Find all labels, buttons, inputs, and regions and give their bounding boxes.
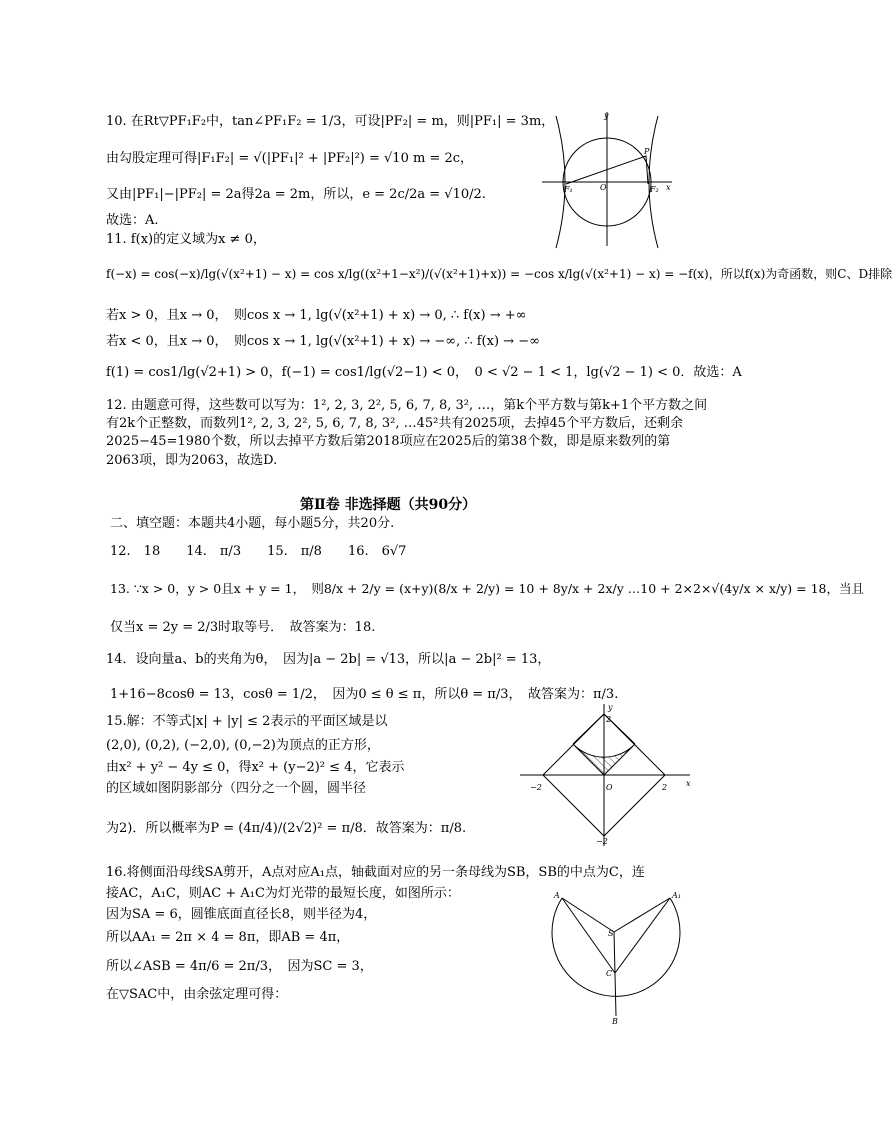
label-x: x [686, 779, 691, 788]
label-y: y [608, 703, 613, 712]
q11-line-2: f(−x) = cos(−x)/lg(√(x²+1) − x) = cos x/lg((x²+1−x²)/(√(x²+1)+x)) = −cos x/lg(√(x²+1) − x) = −f(x)，所以f(x)为奇函数，则C、D排除 [106, 267, 892, 281]
q12-line-2: 有2k个正整数，而数列1², 2, 3, 2², 5, 6, 7, 8, 3², …45²共有2025项，去掉45个平方数后，还剩余 [106, 416, 683, 431]
label-o: O [606, 783, 613, 792]
label-b: B [612, 1017, 618, 1026]
sector-arc [552, 898, 680, 996]
q11-line-5: f(1) = cos1/lg(√2+1) > 0，f(−1) = cos1/lg(√2−1) < 0， 0 < √2 − 1 < 1，lg(√2 − 1) < 0．故选：A [106, 365, 742, 380]
label-c: C [606, 969, 613, 978]
q14-line-1: 14．设向量a、b的夹角为θ， 因为|a − 2b| = √13，所以|a − 2b|² = 13， [106, 652, 551, 667]
hyperbola-figure [538, 108, 676, 250]
q10-line-1: 10. 在Rt▽PF₁F₂中，tan∠PF₁F₂ = 1/3，可设|PF₂| = m，则|PF₁| = 3m， [106, 114, 555, 129]
q16-line-2: 接AC，A₁C，则AC + A₁C为灯光带的最短长度，如图所示： [106, 886, 460, 901]
q14-line-2: 1+16−8cosθ = 13，cosθ = 1/2， 因为0 ≤ θ ≤ π，所以θ = π/3， 故答案为：π/3. [110, 687, 619, 702]
q12-line-3: 2025−45=1980个数，所以去掉平方数后第2018项应在2025后的第38个数，即是原来数列的第 [106, 434, 671, 449]
q13-line-1: 13. ∵x > 0，y > 0且x + y = 1， 则8/x + 2/y = (x+y)(8/x + 2/y) = 10 + 8y/x + 2x/y …10 + 2×2×√(4y/x × x/y) = 18，当且 [110, 581, 864, 596]
q11-line-3: 若x > 0，且x → 0， 则cos x → 1, lg(√(x²+1) + x) → 0, ∴ f(x) → +∞ [106, 308, 527, 323]
q10-line-3: 又由|PF₁|−|PF₂| = 2a得2a = 2m，所以，e = 2c/2a = √10/2. [106, 187, 486, 202]
label-o: O [600, 183, 607, 192]
segment-sa [562, 898, 614, 932]
q12-line-4: 2063项，即为2063，故选D. [106, 453, 278, 468]
q11-line-1: 11. f(x)的定义域为x ≠ 0， [106, 232, 266, 247]
cone-net-figure [540, 884, 700, 1026]
q15-line-5: 为2)．所以概率为P = (4π/4)/(2√2)² = π/8．故答案为：π/8. [106, 821, 467, 836]
label-f2: F₂ [650, 185, 659, 194]
label-2-top: 2 [606, 715, 612, 724]
label-neg2-left: −2 [530, 783, 542, 792]
q16-line-3: 因为SA = 6，圆锥底面直径长8，则半径为4， [106, 907, 377, 922]
label-neg2-bottom: −2 [596, 837, 608, 846]
fill-in-intro: 二、填空题：本题共4小题，每小题5分，共20分. [110, 516, 395, 531]
label-a1: A₁ [672, 891, 681, 900]
label-s: S [608, 929, 614, 938]
segment-sa1 [614, 898, 670, 932]
label-y: y [604, 111, 609, 120]
q16-line-6: 在▽SAC中，由余弦定理可得： [106, 987, 288, 1002]
q16-line-5: 所以∠ASB = 4π/6 = 2π/3， 因为SC = 3， [106, 959, 373, 974]
q16-line-1: 16.将侧面沿母线SA剪开，A点对应A₁点，轴截面对应的另一条母线为SB，SB的中点为C，连 [106, 865, 645, 880]
section-title: 第Ⅱ卷 非选择题（共90分） [300, 497, 477, 513]
q15-line-3: 由x² + y² − 4y ≤ 0，得x² + (y−2)² ≤ 4，它表示 [106, 760, 405, 775]
q12-line-1: 12. 由题意可得，这些数可以写为：1², 2, 3, 2², 5, 6, 7, 8, 3², …，第k个平方数与第k+1个平方数之间 [106, 398, 708, 413]
q15-line-1: 15.解：不等式|x| + |y| ≤ 2表示的平面区域是以 [106, 714, 388, 729]
region-figure [516, 700, 696, 850]
q15-line-4: 的区域如图阴影部分（四分之一个圆，圆半径 [106, 781, 367, 796]
label-f1: F₁ [564, 185, 573, 194]
label-x: x [666, 183, 671, 192]
q10-line-2: 由勾股定理可得|F₁F₂| = √(|PF₁|² + |PF₂|²) = √10 m = 2c， [106, 151, 474, 166]
label-a: A [554, 891, 560, 900]
q10-line-4: 故选：A. [106, 213, 159, 228]
q16-line-4: 所以AA₁ = 2π × 4 = 8π，即AB = 4π， [106, 930, 350, 945]
q13-line-2: 仅当x = 2y = 2/3时取等号． 故答案为：18. [110, 620, 376, 635]
segment-sb [614, 932, 616, 1016]
answer-summary: 12. 18 14. π/3 15. π/8 16. 6√7 [110, 544, 407, 559]
q11-line-4: 若x < 0，且x → 0， 则cos x → 1, lg(√(x²+1) + x) → −∞, ∴ f(x) → −∞ [106, 334, 540, 349]
label-2-right: 2 [662, 783, 668, 792]
segment-a1c [615, 898, 670, 973]
label-p: P [644, 147, 650, 156]
q15-line-2: (2,0), (0,2), (−2,0), (0,−2)为顶点的正方形， [106, 738, 380, 753]
